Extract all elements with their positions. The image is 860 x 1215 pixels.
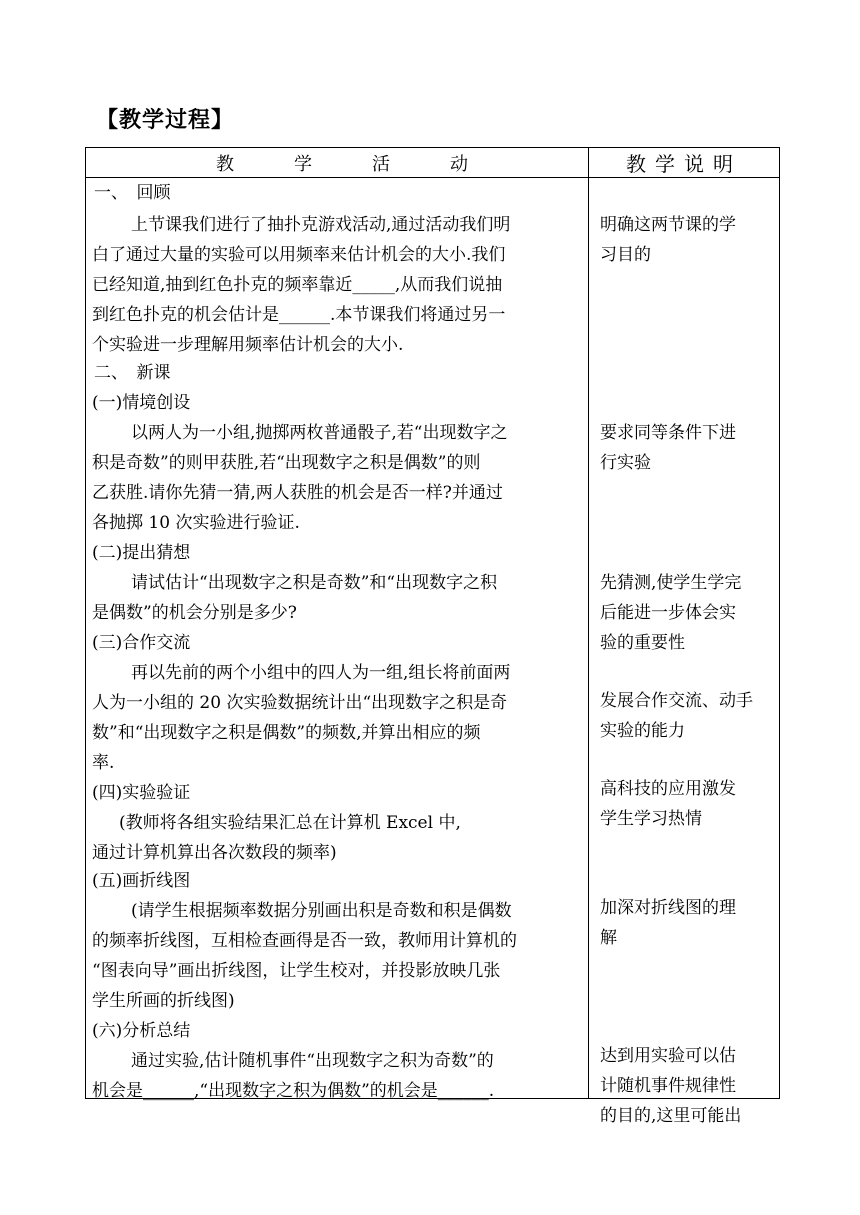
activity-line: 请试估计“出现数字之积是奇数”和“出现数字之积 [131, 573, 498, 593]
subsection-title: (一)情境创设 [92, 393, 191, 413]
header-char: 动 [450, 153, 468, 175]
activity-line: 上节课我们进行了抽扑克游戏活动,通过活动我们明 [131, 215, 511, 235]
activity-line: 个实验进一步理解用频率估计机会的大小. [92, 335, 404, 355]
teaching-note: 发展合作交流、动手 实验的能力 [600, 691, 753, 741]
activity-line: 率. [92, 753, 115, 773]
subsection-title: (六)分析总结 [92, 1021, 191, 1041]
table-body-row [86, 178, 780, 1099]
lesson-table [85, 147, 780, 1126]
activity-line: (教师将各组实验结果汇总在计算机 Excel 中, [119, 813, 461, 833]
subsection-title: (四)实验验证 [92, 783, 191, 803]
teaching-note: 先猜测,使学生学完 后能进一步体会实 验的重要性 [600, 573, 742, 653]
header-char: 教 [216, 153, 234, 175]
activity-line: 各抛掷 10 次实验进行验证. [92, 513, 300, 533]
teaching-note: 明确这两节课的学 习目的 [600, 215, 736, 265]
teaching-note: 要求同等条件下进 行实验 [600, 423, 736, 473]
header-char: 活 [372, 153, 390, 175]
activity-line: 再以先前的两个小组中的四人为一组,组长将前面两 [131, 663, 511, 683]
subsection-title: (二)提出猜想 [92, 543, 191, 563]
activity-column-header [86, 148, 589, 178]
header-char: 学 [294, 153, 312, 175]
activity-line: 已经知道,抽到红色扑克的频率靠近_____,从而我们说抽 [92, 275, 503, 295]
activity-line: 积是奇数”的则甲获胜,若“出现数字之积是偶数”的则 [92, 453, 481, 473]
section-heading: 【教学过程】 [96, 108, 235, 133]
subsection-title: (三)合作交流 [92, 633, 191, 653]
activity-line: 通过实验,估计随机事件“出现数字之积为奇数”的 [131, 1051, 494, 1071]
notes-column-header: 教学说明 [589, 148, 780, 178]
section-title-new-lesson: 二、 新课 [94, 363, 171, 383]
section-title-review: 一、 回顾 [94, 183, 171, 203]
activity-line: 乙获胜.请你先猜一猜,两人获胜的机会是否一样?并通过 [92, 483, 503, 503]
activity-line: 白了通过大量的实验可以用频率来估计机会的大小.我们 [92, 245, 506, 265]
activity-line: 学生所画的折线图) [92, 991, 235, 1011]
activity-line: (请学生根据频率数据分别画出积是奇数和积是偶数 [131, 901, 512, 921]
activity-line: 以两人为一小组,抛掷两枚普通骰子,若“出现数字之 [131, 423, 508, 443]
activity-line: 通过计算机算出各次数段的频率) [92, 843, 337, 863]
teaching-note: 高科技的应用激发 学生学习热情 [600, 779, 736, 829]
activity-cell [86, 178, 589, 1099]
activity-line: 机会是______,“出现数字之积为偶数”的机会是______. [92, 1081, 495, 1101]
activity-line: 是偶数”的机会分别是多少? [92, 603, 297, 623]
table-header-row [86, 148, 780, 178]
notes-cell [589, 178, 780, 1126]
activity-line: 人为一小组的 20 次实验数据统计出“出现数字之积是奇 [92, 693, 508, 713]
activity-line: 的频率折线图，互相检查画得是否一致，教师用计算机的 [92, 931, 517, 951]
activity-line: 数”和“出现数字之积是偶数”的频数,并算出相应的频 [92, 723, 481, 743]
subsection-title: (五)画折线图 [92, 871, 191, 891]
teaching-note: 达到用实验可以估 计随机事件规律性 的目的,这里可能出 [600, 1046, 742, 1126]
activity-line: 到红色扑克的机会估计是______.本节课我们将通过另一 [92, 305, 506, 325]
activity-line: “图表向导”画出折线图，让学生校对，并投影放映几张 [92, 961, 501, 981]
teaching-note: 加深对折线图的理 解 [600, 898, 736, 948]
